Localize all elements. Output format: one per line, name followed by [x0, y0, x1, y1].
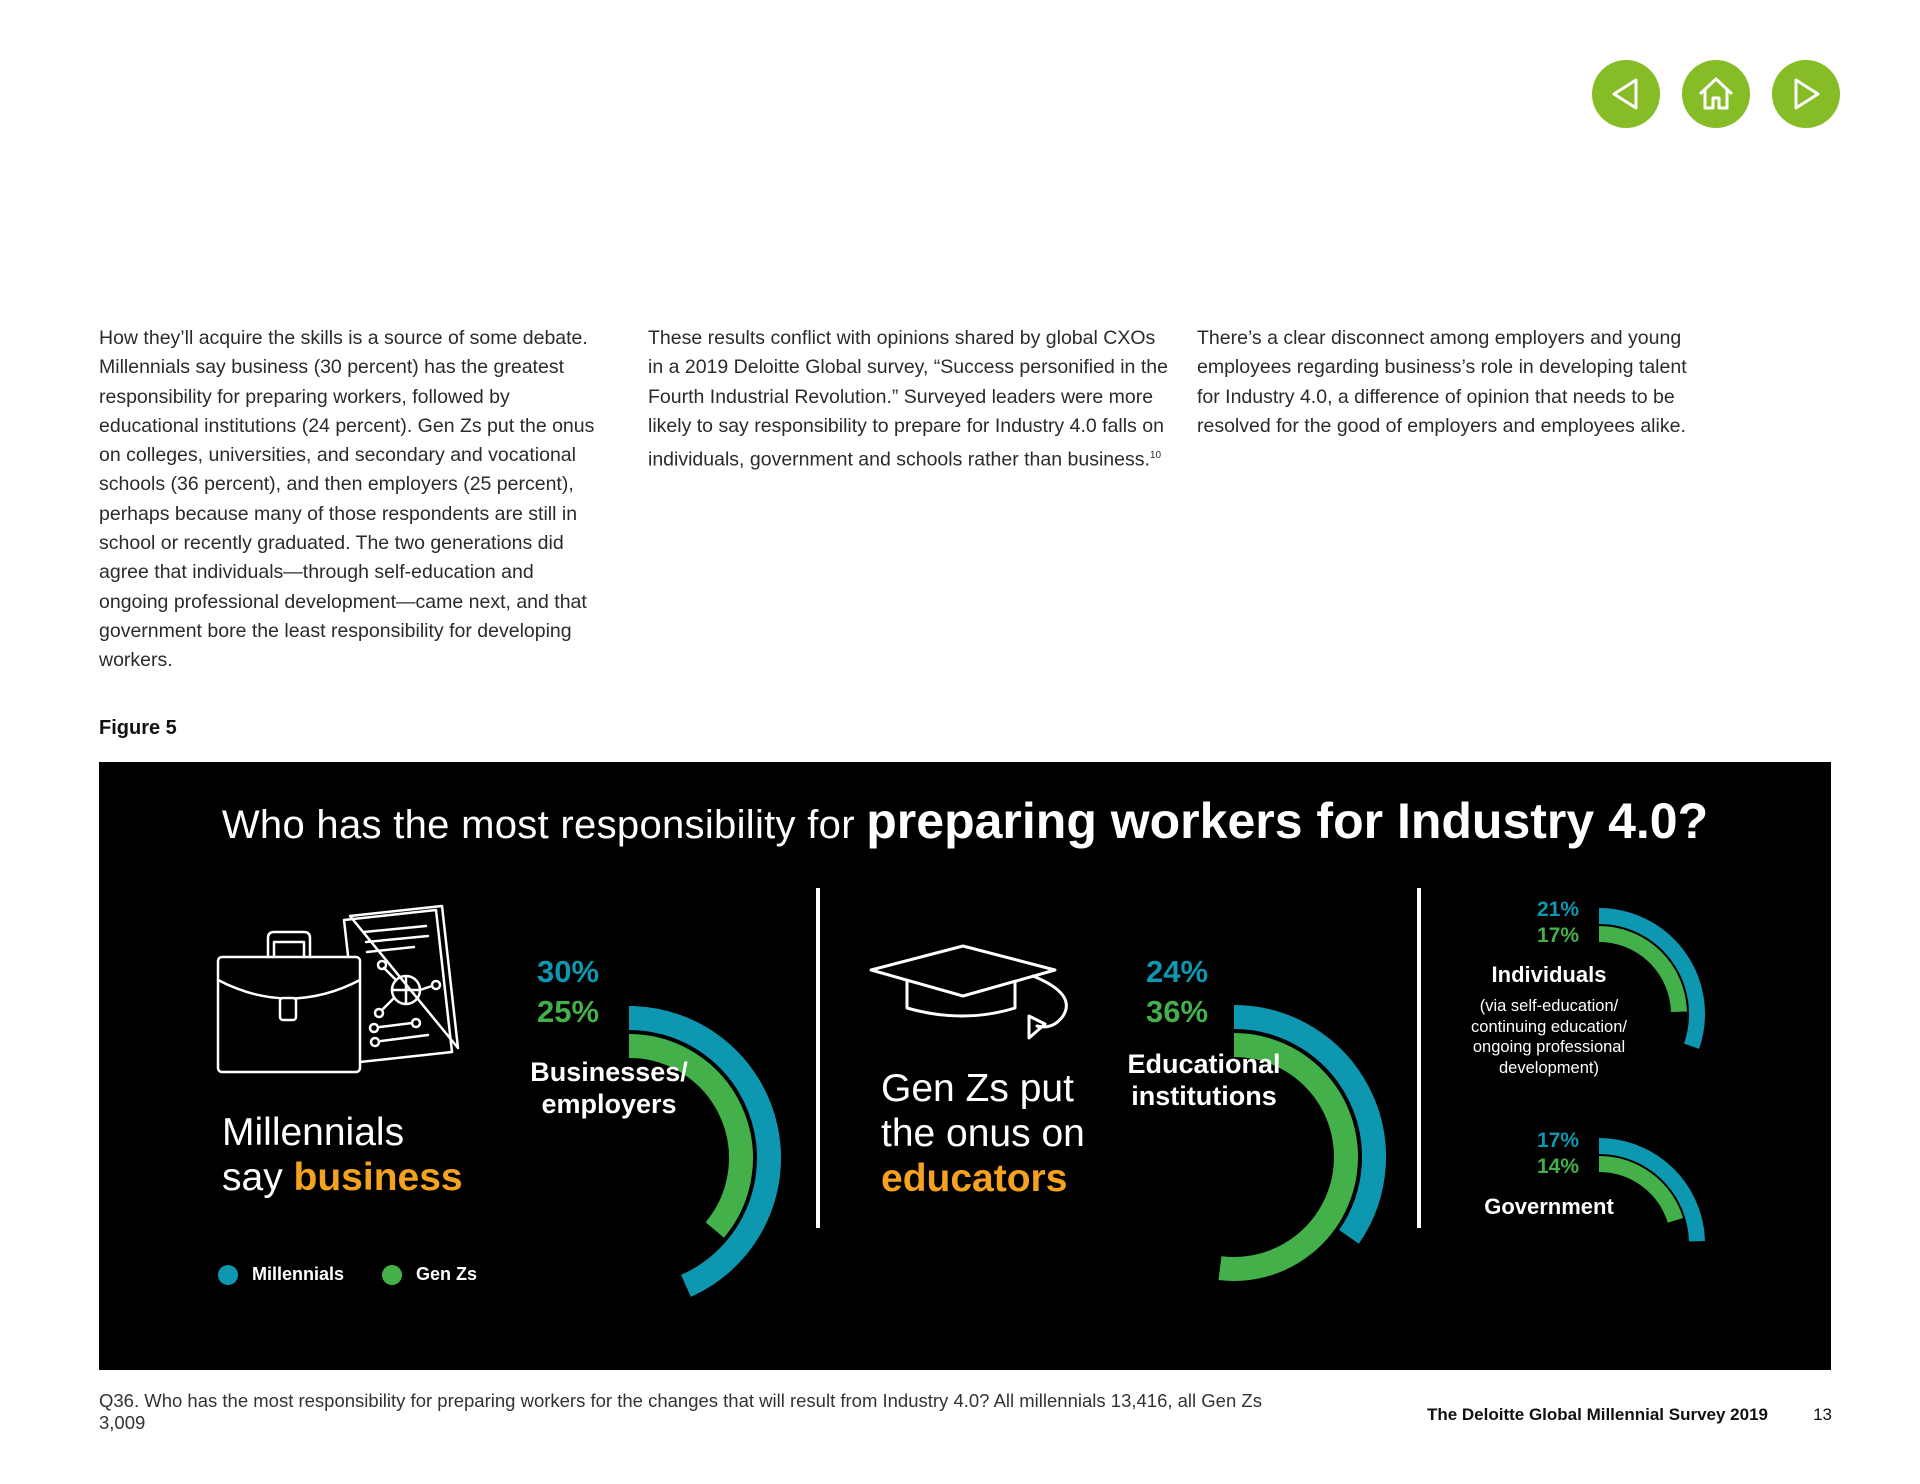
individuals-millennials-value: 21%: [1537, 898, 1580, 921]
legend-genz-label: Gen Zs: [416, 1264, 478, 1284]
individuals-category-label: Individuals: [1491, 962, 1607, 987]
page-number: 13: [1813, 1405, 1832, 1424]
title-light: Who has the most responsibility for: [221, 803, 867, 847]
legend-genz-swatch: [382, 1265, 402, 1285]
body-column-2-text: These results conflict with opinions shared by global CXOs in a 2019 Deloitte Global survey, “Success personified in the Fourth Industrial Revolution.” Surveyed leaders were more likely to say responsibility to prepare for Industry 4.0 falls on individuals, government and schools rather than business.: [648, 327, 1168, 471]
individuals-subtitle: (via self-education/ continuing education/ ongoing professional development): [1471, 997, 1627, 1077]
prev-arrow-icon: [1606, 74, 1646, 114]
footer-title: The Deloitte Global Millennial Survey 2019: [1426, 1405, 1768, 1424]
genz-accent: educators: [881, 1157, 1068, 1200]
education-label-line-1: Educational: [1127, 1049, 1281, 1079]
millennials-text-line-1: Millennials: [222, 1111, 405, 1154]
education-label-line-2: institutions: [1131, 1081, 1277, 1111]
genz-text-line-1: Gen Zs put: [881, 1067, 1074, 1110]
millennials-text-say: say: [222, 1156, 294, 1199]
millennials-accent: business: [293, 1156, 463, 1199]
chart-legend: [218, 1264, 515, 1285]
individuals-genz-value: 17%: [1537, 924, 1580, 947]
education-genz-value: 36%: [1146, 994, 1209, 1029]
government-genz-value: 14%: [1537, 1155, 1580, 1178]
body-column-3: There’s a clear disconnect among employers and young employees regarding business’s role in developing talent for Industry 4.0, a difference of opinion that needs to be resolved for the good of employers and employees alike.: [1197, 327, 1687, 437]
page-navigation: [1592, 60, 1840, 128]
business-label-line-1: Businesses/: [530, 1057, 688, 1087]
figure-footnote: Q36. Who has the most responsibility for preparing workers for the changes that will result from Industry 4.0? All millennials 13,416, all Gen Zs 3,009: [99, 1390, 1262, 1433]
infographic-panel: [99, 762, 1831, 1370]
body-column-2: [648, 324, 1168, 475]
home-icon: [1695, 73, 1737, 115]
next-page-button[interactable]: [1772, 60, 1840, 128]
government-category-label: Government: [1484, 1194, 1614, 1219]
legend-millennials-label: Millennials: [252, 1264, 345, 1284]
footnote-reference: 10: [1149, 450, 1162, 462]
government-millennials-value: 17%: [1537, 1129, 1580, 1152]
figure-label: Figure 5: [99, 717, 177, 739]
genz-text-line-2: the onus on: [881, 1112, 1085, 1155]
prev-page-button[interactable]: [1592, 60, 1660, 128]
title-bold: preparing workers for Industry 4.0?: [866, 793, 1709, 849]
business-category-label: [499, 1056, 719, 1120]
body-column-1: How they’ll acquire the skills is a source of some debate. Millennials say business (30 percent) has the greatest responsibility for preparing workers, followed by educational institutions (24 percent). Gen Zs put the onus on colleges, universities, and secondary and vocational schools (36 percent), and then employers (25 percent), perhaps because many of those respondents are still in school or recently graduated. The two generations did agree that individuals—through self-education and ongoing professional development—came next, and that government bore the least responsibility for developing workers.: [99, 327, 595, 672]
business-millennials-value: 30%: [537, 954, 600, 989]
home-button[interactable]: [1682, 60, 1750, 128]
business-genz-value: 25%: [537, 994, 600, 1029]
education-millennials-value: 24%: [1146, 954, 1209, 989]
legend-millennials-swatch: [218, 1265, 238, 1285]
education-category-label: [1094, 1048, 1314, 1112]
business-label-line-2: employers: [541, 1089, 677, 1119]
next-arrow-icon: [1786, 74, 1826, 114]
